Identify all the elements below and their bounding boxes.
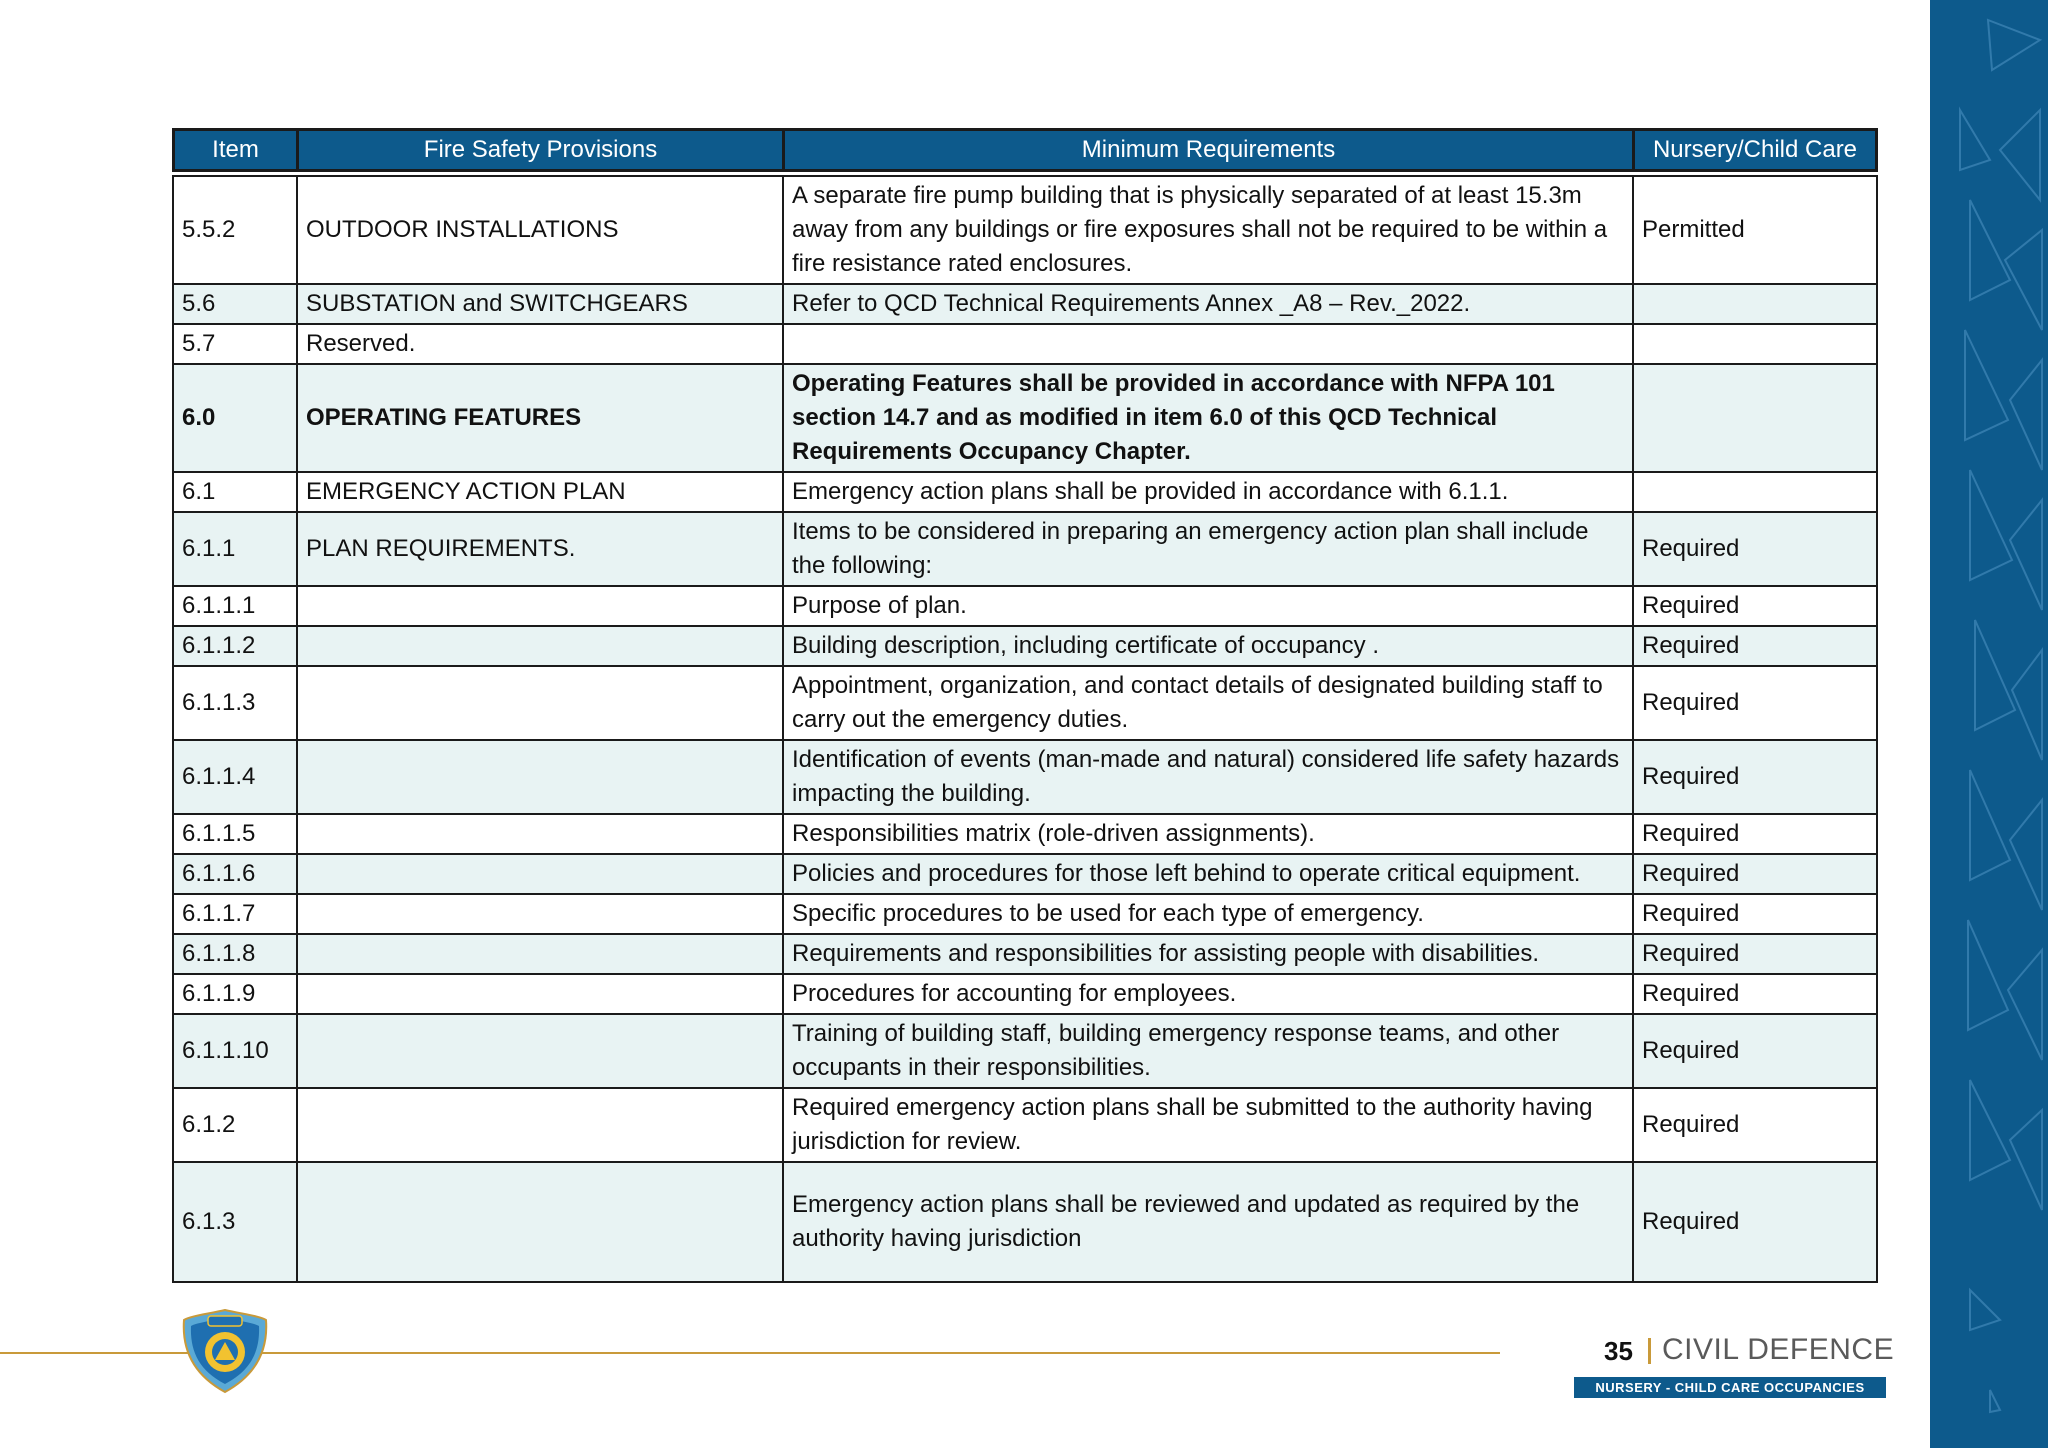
cell-provision — [296, 1089, 782, 1163]
cell-item: 6.1.3 — [172, 1163, 296, 1283]
side-decorative-band — [1930, 0, 2048, 1448]
cell-requirement: Identification of events (man-made and natural) considered life safety hazards impacting the building. — [782, 741, 1632, 815]
cell-requirement: Requirements and responsibilities for assisting people with disabilities. — [782, 935, 1632, 975]
cell-requirement: Building description, including certificate of occupancy . — [782, 627, 1632, 667]
table-row — [172, 175, 1878, 285]
cell-requirement: Operating Features shall be provided in accordance with NFPA 101 section 14.7 and as modified in item 6.0 of this QCD Technical Requirements Occupancy Chapter. — [782, 365, 1632, 473]
civil-defence-emblem-icon — [180, 1308, 270, 1394]
cell-provision: EMERGENCY ACTION PLAN — [296, 473, 782, 513]
cell-requirement: Appointment, organization, and contact details of designated building staff to carry out the emergency duties. — [782, 667, 1632, 741]
cell-provision: OPERATING FEATURES — [296, 365, 782, 473]
cell-status: Required — [1632, 587, 1878, 627]
cell-status: Required — [1632, 975, 1878, 1015]
cell-provision — [296, 1015, 782, 1089]
cell-status — [1632, 365, 1878, 473]
brand-title: CIVIL DEFENCE — [1662, 1333, 1895, 1366]
cell-status: Required — [1632, 1015, 1878, 1089]
cell-status — [1632, 325, 1878, 365]
cell-provision — [296, 815, 782, 855]
cell-item: 6.1.1 — [172, 513, 296, 587]
footer-divider — [1648, 1338, 1651, 1364]
table-row — [172, 1015, 1878, 1089]
cell-requirement: Specific procedures to be used for each type of emergency. — [782, 895, 1632, 935]
cell-requirement: A separate fire pump building that is physically separated of at least 15.3m away from any buildings or fire exposures shall not be required to be within a fire resistance rated enclosures. — [782, 175, 1632, 285]
triangle-pattern — [1930, 0, 2048, 1448]
cell-status: Required — [1632, 815, 1878, 855]
cell-item: 6.1.1.1 — [172, 587, 296, 627]
cell-requirement: Training of building staff, building emergency response teams, and other occupants in their responsibilities. — [782, 1015, 1632, 1089]
cell-item: 6.1.1.5 — [172, 815, 296, 855]
cell-item: 6.1.1.4 — [172, 741, 296, 815]
cell-status: Permitted — [1632, 175, 1878, 285]
cell-provision: OUTDOOR INSTALLATIONS — [296, 175, 782, 285]
cell-provision — [296, 627, 782, 667]
cell-item: 5.5.2 — [172, 175, 296, 285]
page-number: 35 — [1604, 1336, 1633, 1366]
chapter-label: NURSERY - CHILD CARE OCCUPANCIES — [1574, 1377, 1886, 1398]
cell-requirement: Required emergency action plans shall be submitted to the authority having jurisdiction for review. — [782, 1089, 1632, 1163]
cell-status: Required — [1632, 741, 1878, 815]
cell-item: 6.1.1.9 — [172, 975, 296, 1015]
cell-provision: SUBSTATION and SWITCHGEARS — [296, 285, 782, 325]
cell-requirement: Refer to QCD Technical Requirements Annex _A8 – Rev._2022. — [782, 285, 1632, 325]
cell-requirement: Purpose of plan. — [782, 587, 1632, 627]
cell-provision — [296, 935, 782, 975]
table-row — [172, 975, 1878, 1015]
table-row — [172, 815, 1878, 855]
cell-status — [1632, 285, 1878, 325]
table-row — [172, 513, 1878, 587]
cell-status: Required — [1632, 935, 1878, 975]
table-row — [172, 285, 1878, 325]
cell-item: 5.6 — [172, 285, 296, 325]
cell-item: 6.0 — [172, 365, 296, 473]
cell-requirement — [782, 325, 1632, 365]
cell-provision: Reserved. — [296, 325, 782, 365]
cell-provision: PLAN REQUIREMENTS. — [296, 513, 782, 587]
requirements-table — [172, 128, 1878, 1283]
cell-item: 6.1.1.3 — [172, 667, 296, 741]
table-row — [172, 587, 1878, 627]
table-header-row — [172, 128, 1878, 172]
cell-status: Required — [1632, 895, 1878, 935]
cell-status: Required — [1632, 667, 1878, 741]
header-minimum-requirements: Minimum Requirements — [782, 128, 1632, 172]
header-fire-safety-provisions: Fire Safety Provisions — [296, 128, 782, 172]
header-nursery-child-care: Nursery/Child Care — [1632, 128, 1878, 172]
cell-status: Required — [1632, 627, 1878, 667]
cell-provision — [296, 895, 782, 935]
cell-item: 6.1.1.7 — [172, 895, 296, 935]
cell-status: Required — [1632, 1163, 1878, 1283]
table-row — [172, 855, 1878, 895]
cell-requirement: Responsibilities matrix (role-driven assignments). — [782, 815, 1632, 855]
table-row — [172, 1163, 1878, 1283]
cell-item: 6.1.2 — [172, 1089, 296, 1163]
table-row — [172, 667, 1878, 741]
cell-status — [1632, 473, 1878, 513]
table-row — [172, 627, 1878, 667]
cell-provision — [296, 587, 782, 627]
cell-provision — [296, 741, 782, 815]
table-row — [172, 365, 1878, 473]
requirements-table-container — [172, 128, 1878, 1283]
cell-item: 6.1 — [172, 473, 296, 513]
cell-status: Required — [1632, 513, 1878, 587]
cell-provision — [296, 667, 782, 741]
cell-item: 6.1.1.10 — [172, 1015, 296, 1089]
cell-item: 6.1.1.6 — [172, 855, 296, 895]
table-row — [172, 1089, 1878, 1163]
cell-item: 5.7 — [172, 325, 296, 365]
cell-provision — [296, 1163, 782, 1283]
table-row — [172, 895, 1878, 935]
cell-requirement: Policies and procedures for those left behind to operate critical equipment. — [782, 855, 1632, 895]
cell-item: 6.1.1.8 — [172, 935, 296, 975]
cell-requirement: Items to be considered in preparing an emergency action plan shall include the following: — [782, 513, 1632, 587]
cell-provision — [296, 855, 782, 895]
header-item: Item — [172, 128, 296, 172]
cell-item: 6.1.1.2 — [172, 627, 296, 667]
cell-provision — [296, 975, 782, 1015]
cell-status: Required — [1632, 855, 1878, 895]
cell-requirement: Procedures for accounting for employees. — [782, 975, 1632, 1015]
table-row — [172, 473, 1878, 513]
cell-requirement: Emergency action plans shall be reviewed and updated as required by the authority having jurisdiction — [782, 1163, 1632, 1283]
cell-requirement: Emergency action plans shall be provided in accordance with 6.1.1. — [782, 473, 1632, 513]
cell-status: Required — [1632, 1089, 1878, 1163]
table-row — [172, 741, 1878, 815]
table-row — [172, 325, 1878, 365]
table-row — [172, 935, 1878, 975]
